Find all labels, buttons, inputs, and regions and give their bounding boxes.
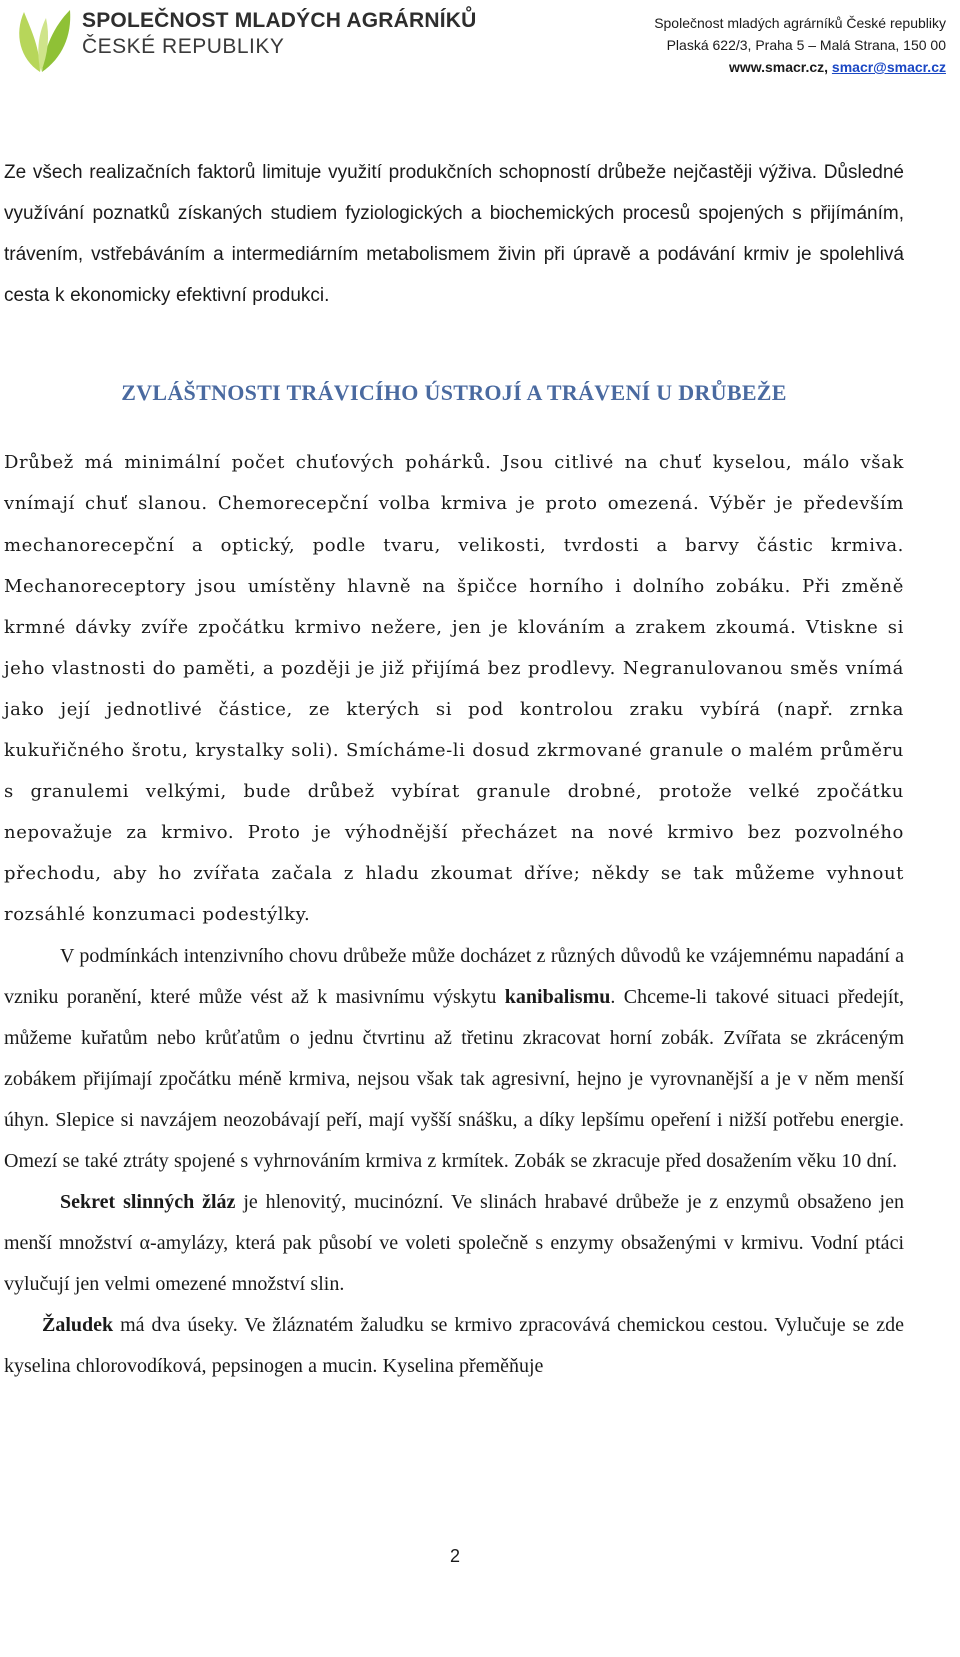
paragraph-text: . Chceme-li takové situaci předejít, můžeme kuřatům nebo krůťatům o jednu čtvrtinu až třetinu zkracovat horní zobák. Zvířata se zkráceným zobákem přijímají zpočátku méně krmiva, nejsou však tak agresivní, hejno je vyrovnanější a je v něm menší úhyn. Slepice si navzájem neozobávají peří, mají vyšší snášku, a díky lepšímu opeření i nižší potřebu energie. Omezí se také ztráty spojené s vyhrnováním krmiva z krmítek. Zobák se zkracuje před dosažením věku 10 dní.: [4, 985, 904, 1172]
contact-web-line: [654, 56, 946, 78]
bold-term-cannibalism: kanibalismu: [504, 985, 611, 1008]
page-number: 2: [449, 1546, 460, 1566]
leaf-logo-icon: [10, 4, 74, 74]
document-body: [4, 152, 904, 1388]
org-name-line2: ČESKÉ REPUBLIKY: [82, 35, 285, 58]
website-link[interactable]: www.smacr.cz,: [728, 59, 829, 75]
section-heading: ZVLÁŠTNOSTI TRÁVICÍHO ÚSTROJÍ A TRÁVENÍ U DRŮBEŽE: [121, 380, 787, 406]
bold-term-stomach: Žaludek: [42, 1314, 114, 1337]
paragraph-cannibalism: [4, 936, 904, 1183]
bold-term-saliva: Sekret slinných žláz: [60, 1191, 236, 1214]
paragraph-text: má dva úseky. Ve žláznatém žaludku se krmivo zpracovává chemickou cestou. Vylučuje se zde kyselina chlorovodíková, pepsinogen a mucin. Kyselina přeměňuje: [4, 1314, 904, 1378]
paragraph-saliva: [4, 1182, 904, 1305]
paragraph-text: V podmínkách intenzivního chovu drůbeže může docházet z různých důvodů ke vzájemnému napadání a vzniku poranění, které může vést až k masivnímu výskytu: [4, 944, 904, 1008]
paragraph-stomach: [4, 1305, 904, 1387]
contact-name: Společnost mladých agrárníků České republiky: [654, 15, 946, 31]
paragraph-taste: Drůbež má minimální počet chuťových pohárků. Jsou citlivé na chuť kyselou, málo však vnímají chuť slanou. Chemorecepční volba krmiva je proto omezená. Výběr je především mechanorecepční a optický, podle tvaru, velikosti, tvrdosti a barvy částic krmiva. Mechanoreceptory jsou umístěny hlavně na špičce horního i dolního zobáku. Při změně krmné dávky zvíře zpočátku krmivo nežere, jen je klováním a zrakem zkoumá. Vtiskne si jeho vlastnosti do paměti, a později je již přijímá bez prodlevy. Negranulovanou směs vnímá jako její jednotlivé částice, ze kterých si pod kontrolou zraku vybírá (např. zrnka kukuřičného šrotu, krystalky soli). Smícháme-li dosud zkrmované granule o malém průměru s granulemi velkými, bude drůbež vybírat granule drobné, protože velké zpočátku nepovažuje za krmivo. Proto je výhodnější přecházet na nové krmivo bez pozvolného přechodu, aby ho zvířata začala z hladu zkoumat dříve; někdy se tak můžeme vyhnout rozsáhlé konzumaci podestýlky.: [4, 452, 904, 926]
organization-name: [82, 10, 477, 57]
contact-address: Plaská 622/3, Praha 5 – Malá Strana, 150 00: [666, 37, 946, 53]
contact-block: [654, 12, 946, 78]
page-header: [0, 0, 960, 80]
org-name-line1: SPOLEČNOST MLADÝCH AGRÁRNÍKŮ: [82, 9, 477, 32]
paragraph-text: je hlenovitý, mucinózní. Ve slinách hrabavé drůbeže je z enzymů obsaženo jen menší množství α-amylázy, která pak působí ve voleti společně s enzymy obsaženými v krmivu. Vodní ptáci vylučují jen velmi omezené množství slin.: [4, 1191, 904, 1296]
email-link[interactable]: smacr@smacr.cz: [831, 59, 946, 75]
intro-paragraph: Ze všech realizačních faktorů limituje využití produkčních schopností drůbeže nejčastěji výživa. Důsledné využívání poznatků získaných studiem fyziologických a biochemických procesů spojených s přijímáním, trávením, vstřebáváním a intermediárním metabolismem živin při úpravě a podávání krmiv je spolehlivá cesta k ekonomicky efektivní produkci.: [4, 162, 904, 307]
